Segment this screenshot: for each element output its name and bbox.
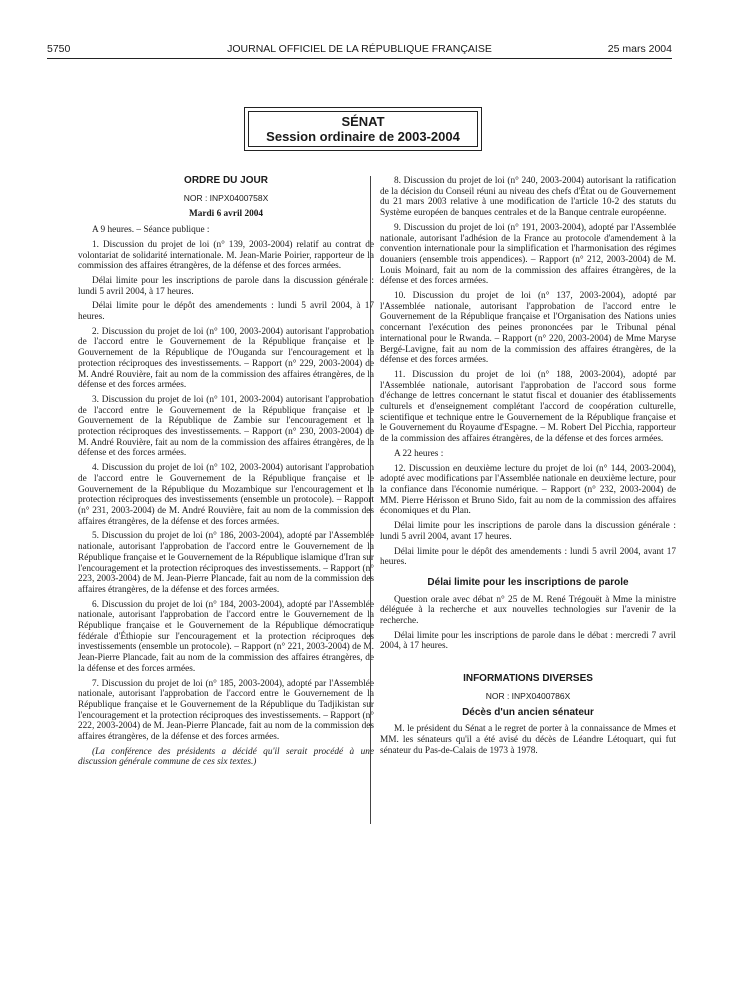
agenda-item: 1. Discussion du projet de loi (n° 139, 2003-2004) relatif au contrat de volontariat de solidarité internationale. M. Jean-Marie Poirier, rapporteur de la commission des affaires étrangères, de la défense et des forces armées.	[78, 239, 374, 272]
senate-title: SÉNAT	[341, 114, 385, 129]
paragraph: M. le président du Sénat a le regret de porter à la connaissance de Mmes et MM. les sénateurs qu'il a été avisé du décès de Léandre Létoquart, qui fut sénateur du Pas-de-Calais de 1973 à 1978.	[380, 724, 676, 756]
paragraph: A 9 heures. – Séance publique :	[92, 225, 210, 236]
session-day: Mardi 6 avril 2004	[188, 209, 264, 220]
agenda-item: 8. Discussion du projet de loi (n° 240, 2003-2004) autorisant la ratification de la décision du Conseil réuni au niveau des chefs d'État ou de Gouvernement du 21 mars 2003 relative à une modification de l'article 10-2 des statuts du Système européen de banques centrales et de la Banque centrale européenne.	[380, 176, 676, 219]
issue-date: 25 mars 2004	[607, 43, 672, 55]
paragraph: A 22 heures :	[394, 448, 444, 459]
agenda-item: 7. Discussion du projet de loi (n° 185, 2003-2004), adopté par l'Assemblée nationale, autorisant l'approbation de l'accord entre le Gouvernement de la République française et le Gouvernement de la République du Tadjikistan sur l'encouragement et la protection réciproques des investissements. – Rapport (n° 222, 2003-2004) de M. Jean-Pierre Plancade, fait au nom de la commission des affaires étrangères, de la défense et des forces armées.	[78, 678, 374, 743]
senate-title-box	[244, 107, 482, 151]
paragraph: Délai limite pour le dépôt des amendements : lundi 5 avril 2004, avant 17 heures.	[380, 546, 676, 568]
agenda-item: 12. Discussion en deuxième lecture du projet de loi (n° 144, 2003-2004), adopté avec modifications par l'Assemblée nationale en deuxième lecture, pour la confiance dans l'économie numérique. – Rapport (n° 232, 2003-2004) de MM. Pierre Hérisson et Bruno Sido, fait au nom de la commission des affaires économiques et du Plan.	[380, 463, 676, 517]
section-title-deces: Décès d'un ancien sénateur	[462, 706, 594, 718]
page-header	[47, 43, 672, 57]
page-number: 5750	[47, 43, 71, 55]
paragraph: Délai limite pour les inscriptions de parole dans la discussion générale : lundi 5 avril 2004, avant 17 heures.	[380, 521, 676, 542]
paragraph: Délai limite pour le dépôt des amendements : lundi 5 avril 2004, à 17 heures.	[78, 301, 374, 323]
section-title-informations: INFORMATIONS DIVERSES	[463, 673, 593, 685]
section-title-ordre-du-jour: ORDRE DU JOUR	[184, 175, 268, 186]
session-title: Session ordinaire de 2003-2004	[266, 129, 460, 144]
left-column	[78, 176, 374, 772]
agenda-item: 2. Discussion du projet de loi (n° 100, 2003-2004) autorisant l'approbation de l'accord entre le Gouvernement de la République française et le Gouvernement de la République de l'Ouganda sur l'encouragement et la protection réciproques des investissements. – Rapport (n° 229, 2003-2004) de M. André Rouvière, fait au nom de la commission des affaires étrangères, de la défense et des forces armées.	[78, 326, 374, 391]
paragraph: Question orale avec débat n° 25 de M. René Trégouët à Mme la ministre déléguée à la recherche et aux nouvelles technologies sur l'avenir de la recherche.	[380, 594, 676, 627]
nor-reference: NOR : INPX0400758X	[183, 192, 269, 203]
paragraph: Délai limite pour les inscriptions de parole dans la discussion générale : lundi 5 avril 2004, à 17 heures.	[78, 275, 374, 297]
right-column	[380, 176, 676, 760]
paragraph: Délai limite pour les inscriptions de parole dans le débat : mercredi 7 avril 2004, à 17 heures.	[380, 630, 676, 652]
agenda-item: 9. Discussion du projet de loi (n° 191, 2003-2004), adopté par l'Assemblée nationale, autorisant l'adhésion de la France au protocole d'amendement à la convention internationale pour la simplification et l'harmonisation des régimes douaniers (ensemble trois appendices). – Rapport (n° 212, 2003-2004) de M. Louis Moinard, fait au nom de la commission des affaires étrangères, de la défense et des forces armées.	[380, 222, 676, 287]
section-title-delai: Délai limite pour les inscriptions de parole	[427, 576, 629, 588]
agenda-item: 6. Discussion du projet de loi (n° 184, 2003-2004), adopté par l'Assemblée nationale, autorisant l'approbation de l'accord entre le Gouvernement de la République française et le Gouvernement de la République démocratique fédérale d'Éthiopie sur l'encouragement et la protection réciproques des investissements (ensemble un protocole). – Rapport (n° 221, 2003-2004) de M. Jean-Pierre Plancade, fait au nom de la commission des affaires étrangères, de la défense et des forces armées.	[78, 599, 374, 674]
agenda-item: 11. Discussion du projet de loi (n° 188, 2003-2004), adopté par l'Assemblée nationale, autorisant l'approbation de l'accord sous forme d'échange de lettres concernant le statut fiscal et douanier des établissements culturels et d'enseignement complétant l'accord de coopération culturelle, scientifique et technique entre le Gouvernement de la République française et le Gouvernement du Royaume d'Espagne. – M. Robert Del Picchia, rapporteur de la commission des affaires étrangères, de la défense et des forces armées.	[380, 369, 676, 445]
agenda-item: 10. Discussion du projet de loi (n° 137, 2003-2004), adopté par l'Assemblée nationale, autorisant l'approbation de l'accord entre le Gouvernement de la République française et l'Organisation des Nations unies concernant l'exécution des peines prononcées par le Tribunal pénal international pour le Rwanda. – Rapport (n° 220, 2003-2004) de Mme Maryse Bergé-Lavigne, fait au nom de la commission des affaires étrangères, de la défense et des forces armées.	[380, 291, 676, 366]
agenda-item: 3. Discussion du projet de loi (n° 101, 2003-2004) autorisant l'approbation de l'accord entre le Gouvernement de la République française et le Gouvernement de la République de Zambie sur l'encouragement et la protection réciproques des investissements. – Rapport (n° 230, 2003-2004) de M. André Rouvière, fait au nom de la commission des affaires étrangères, de la défense et des forces armées.	[78, 394, 374, 459]
header-rule	[47, 58, 672, 59]
journal-title: JOURNAL OFFICIEL DE LA RÉPUBLIQUE FRANÇAISE	[227, 43, 492, 55]
column-divider	[370, 176, 371, 824]
agenda-item: 5. Discussion du projet de loi (n° 186, 2003-2004), adopté par l'Assemblée nationale, autorisant l'approbation de l'accord entre le Gouvernement de la République française et le Gouvernement de la République islamique d'Iran sur l'encouragement et la protection réciproques des investissements. – Rapport (n° 223, 2003-2004) de M. Jean-Pierre Plancade, fait au nom de la commission des affaires étrangères, de la défense et des forces armées.	[78, 531, 374, 595]
conference-note: (La conférence des présidents a décidé qu'il serait procédé à une discussion générale commune de ces six textes.)	[78, 746, 374, 768]
nor-reference: NOR : INPX0400786X	[485, 690, 571, 701]
agenda-item: 4. Discussion du projet de loi (n° 102, 2003-2004) autorisant l'approbation de l'accord entre le Gouvernement de la République française et le Gouvernement de la République du Mozambique sur l'encouragement et la protection réciproques des investissements (ensemble un protocole). – Rapport (n° 231, 2003-2004) de M. André Rouvière, fait au nom de la commission des affaires étrangères, de la défense et des forces armées.	[78, 463, 374, 527]
